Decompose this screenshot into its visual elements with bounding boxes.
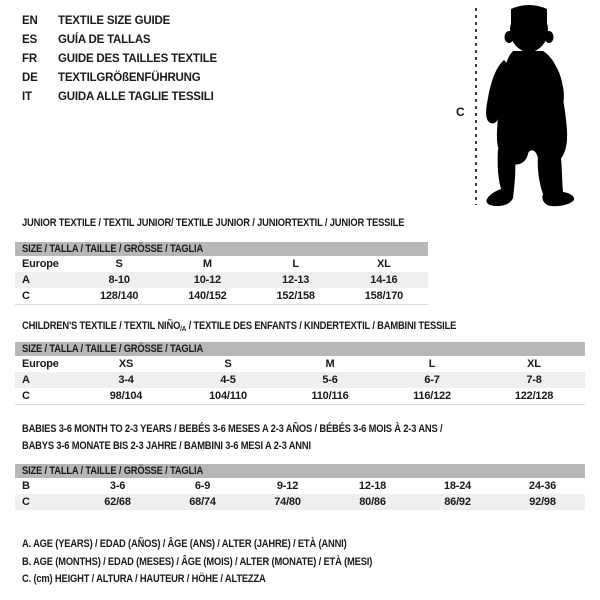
children-section-title — [22, 318, 533, 337]
babies-title-line-1: BABIES 3-6 MONTH TO 2-3 YEARS / BEBÉS 3-6 MESES A 2-3 AÑOS / BÉBÉS 3-6 MOIS À 2-3 ANS / — [22, 423, 443, 435]
table-cell: 158/170 — [364, 290, 404, 302]
language-title: GUIDA ALLE TAGLIE TESSILI — [58, 91, 214, 103]
table-row — [15, 478, 585, 494]
children-title-post: / TEXTILE DES ENFANTS / KINDERTEXTIL / BAMBINI TESSILE — [186, 320, 457, 332]
table-cell: 74/80 — [274, 496, 301, 508]
note-line-c: C. (cm) HEIGHT / ALTURA / HAUTEUR / HÖHE / ALTEZZA — [22, 573, 266, 585]
table-cell: 80/86 — [359, 496, 386, 508]
height-dashed-line — [475, 8, 477, 205]
table-cell: XL — [377, 258, 391, 270]
table-cell: M — [325, 358, 335, 370]
size-header-bar — [15, 464, 585, 478]
language-row — [22, 50, 217, 69]
table-cell: 10-12 — [193, 274, 221, 286]
table-cell: L — [292, 258, 299, 270]
junior-section-title — [22, 215, 472, 232]
table-rows — [15, 256, 428, 304]
height-measure-label: C — [456, 105, 465, 119]
table-cell: 68/74 — [189, 496, 216, 508]
language-title: TEXTILGRÖßENFÜHRUNG — [58, 72, 201, 84]
table-cell: 86/92 — [444, 496, 471, 508]
note-line-b: B. AGE (MONTHS) / EDAD (MESES) / ÂGE (MOIS) / ALTER (MONATE) / ETÀ (MESI) — [22, 555, 373, 568]
junior-size-table — [15, 242, 428, 305]
table-cell: 4-5 — [220, 374, 236, 386]
children-title-sub: /A — [180, 324, 187, 333]
table-cell: 104/110 — [209, 390, 247, 402]
table-cell: XL — [527, 358, 541, 370]
table-cell: 140/152 — [188, 290, 227, 302]
language-code: FR — [22, 53, 37, 65]
table-rows — [15, 356, 585, 404]
toddler-silhouette-icon — [483, 3, 583, 213]
table-cell: 116/122 — [413, 390, 451, 402]
babies-size-table — [15, 464, 585, 510]
table-cell: 9-12 — [276, 480, 299, 492]
table-cell: 18-24 — [443, 480, 472, 492]
table-cell: 6-7 — [424, 374, 440, 386]
table-cell: S — [115, 258, 123, 270]
size-header-text: SIZE / TALLA / TAILLE / GRÖSSE / TAGLIA — [22, 243, 204, 255]
row-label: B — [22, 480, 30, 492]
table-cell: S — [224, 358, 232, 370]
table-cell: 3-6 — [109, 480, 126, 492]
table-cell: 12-13 — [282, 274, 310, 286]
table-rows — [15, 478, 585, 510]
children-size-table — [15, 342, 585, 405]
row-label: C — [22, 290, 30, 302]
table-row — [15, 388, 585, 404]
row-label: Europe — [22, 358, 59, 370]
table-row — [15, 256, 428, 272]
table-cell: 12-18 — [358, 480, 387, 492]
row-label: C — [22, 496, 30, 508]
table-cell: 152/158 — [276, 290, 315, 302]
language-row — [22, 88, 217, 107]
row-label: A — [22, 374, 30, 386]
babies-title-line-2: BABYS 3-6 MONATE BIS 2-3 JAHRE / BAMBINI 3-6 MESI A 2-3 ANNI — [22, 440, 311, 452]
language-row — [22, 69, 217, 88]
size-header-bar — [15, 342, 585, 356]
table-row — [15, 372, 585, 388]
language-code: EN — [22, 15, 38, 27]
children-section-title-text — [22, 318, 456, 337]
table-cell: 3-4 — [118, 374, 134, 386]
table-cell: 92/98 — [529, 496, 556, 508]
table-cell: 98/104 — [109, 390, 143, 402]
table-cell: 7-8 — [526, 374, 542, 386]
table-cell: 110/116 — [311, 390, 349, 402]
table-row — [15, 356, 585, 372]
size-header-text: SIZE / TALLA / TAILLE / GRÖSSE / TAGLIA — [22, 465, 204, 477]
table-cell: M — [202, 258, 212, 270]
language-code: IT — [22, 91, 32, 103]
table-row — [15, 494, 585, 510]
row-label: C — [22, 390, 30, 402]
table-cell: 122/128 — [514, 390, 554, 402]
babies-section-title — [22, 421, 517, 455]
children-title-pre: CHILDREN'S TEXTILE / TEXTIL NIÑO — [22, 320, 181, 332]
table-cell: 5-6 — [322, 374, 338, 386]
language-title: GUIDE DES TAILLES TEXTILE — [58, 53, 217, 65]
language-title: GUÍA DE TALLAS — [58, 34, 151, 46]
language-code: ES — [22, 34, 37, 46]
row-label: A — [22, 274, 30, 286]
row-label: Europe — [22, 258, 59, 270]
language-list — [22, 12, 217, 107]
table-cell: XS — [118, 358, 134, 370]
table-cell: 8-10 — [108, 274, 130, 286]
size-header-text: SIZE / TALLA / TAILLE / GRÖSSE / TAGLIA — [22, 343, 204, 355]
language-row — [22, 12, 217, 31]
junior-section-title-text: JUNIOR TEXTILE / TEXTIL JUNIOR/ TEXTILE JUNIOR / JUNIORTEXTIL / JUNIOR TESSILE — [22, 217, 405, 229]
note-line-a: A. AGE (YEARS) / EDAD (AÑOS) / ÂGE (ANS) / ALTER (JAHRE) / ETÀ (ANNI) — [22, 538, 347, 550]
language-title: TEXTILE SIZE GUIDE — [58, 15, 171, 27]
table-cell: L — [428, 358, 436, 370]
language-code: DE — [22, 72, 38, 84]
size-header-bar — [15, 242, 428, 256]
table-cell: 6-9 — [194, 480, 211, 492]
table-cell: 14-16 — [370, 274, 398, 286]
table-cell: 62/68 — [104, 496, 131, 508]
measure-notes — [22, 536, 434, 589]
language-row — [22, 31, 217, 50]
table-cell: 128/140 — [99, 290, 139, 302]
table-row — [15, 272, 428, 288]
table-cell: 24-36 — [528, 480, 557, 492]
table-row — [15, 288, 428, 304]
